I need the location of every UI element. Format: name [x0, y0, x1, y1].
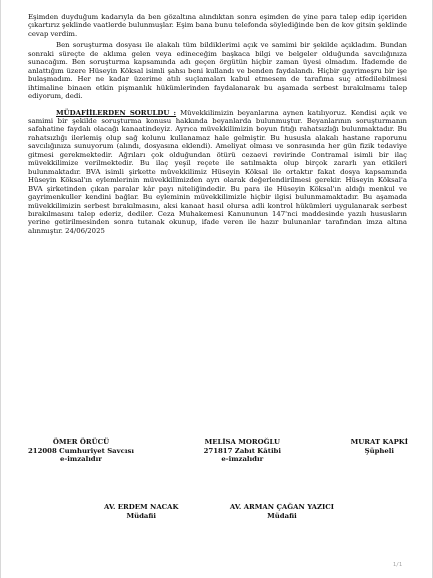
defense-paragraph	[28, 109, 407, 236]
signature-name: MELİSA MOROĞLU	[204, 438, 280, 446]
signature-suspect	[351, 438, 408, 464]
signature-name: MURAT KAPKİ	[350, 438, 408, 446]
signature-note: e-imzalıdır	[60, 455, 102, 464]
signature-lawyer-2	[230, 503, 334, 520]
signature-title: Şüpheli	[364, 446, 395, 455]
signature-name: AV. ERDEM NACAK	[104, 503, 179, 511]
signature-name: AV. ARMAN ÇAĞAN YAZICI	[229, 503, 334, 511]
signature-note: e-imzalıdır	[221, 455, 264, 464]
statement-paragraph-2: Ben soruşturma dosyası ile alakalı tüm bildiklerimi açık ve samimi bir şekilde açıkladım. Bundan sonraki süreçte de aklıma gelen veya edineceğim başkaca bilgi ve belgeler olduğunda savcılığınıza sunacağım. Ben soruşturma kapsamında adı geçen örgütün hiçbir zaman üyesi olmadım. İfademde de anlattığım üzere Hüseyin Köksal isimli şahsı beni kullandı ve benden faydalandı. Hiçbir gayrimeşru bir işe bulaşmadım. Her ne kadar üzerime atılı suçlamaları kabul etmesem de tarafıma suç atfedilebilmesi ihtimaline binaen etkin pişmanlık hükümlerinden faydalanarak bu aşamada serbest bırakılmamı talep ediyorum, dedi.	[28, 41, 407, 101]
signature-title: Müdafii	[126, 511, 157, 520]
signature-title: 212008 Cumhuriyet Savcısı	[28, 446, 134, 455]
defense-heading: MÜDAFİİLERDEN SORULDU :	[56, 108, 177, 117]
statement-body	[28, 13, 407, 235]
signature-lawyer-1	[104, 503, 178, 520]
defense-text: Müvekkilimizin beyanlarına aynen katılıyoruz. Kendisi açık ve samimi bir şekilde soruşturma konusu hakkında beyanlarda bulunmuştur. Beyanlarının soruşturmanın safahatine faydalı olacağı kanaatindeyiz. Ayrıca müvekkilimizin boyun fıtığı rahatsızlığı bulunmaktadır. Bu rahatsızlığı ilerlemiş olup sağ kolunu kullanamaz hale gelmiştir. Bu hususla alakalı hastane raporunu savcılığınıza sunuyorum (alındı, dosyasına eklendi). Ameliyat olması ve sonrasında her gün fizik tedaviye gitmesi gerekmektedir. Ağrıları çok olduğundan ötürü cezaevi revirinde Contramal isimli bir ilaç müvekkilimize verilmektedir. Bu ilaç yeşil reçete ile satılmakta olup birçok zararlı yan etkileri bulunmaktadır. BVA isimli şirkette müvekkilimiz Hüseyin Köksal ile ortaktır fakat dosya kapsamında Hüseyin Köksal'ın eylemlerinin müvekkilimizden ayrı olarak değerlendirilmesi gerekir. Hüseyin Köksal'a BVA şirketinden çıkan paralar kâr payı niteliğindedir. Bu para ile Hüseyin Köksal'ın aldığı menkul ve gayrimenkuller kendini bağlar. Bu eyleminin müvekkilimizle hiçbir ilgisi bulunmamaktadır. Bu aşamada müvekkilimizin serbest bırakılmasını, aksi kanaat hasıl olursa adli kontrol hükümleri uygulanarak serbest bırakılmasını talep ederiz, dediler. Ceza Muhakemesi Kanununun 147'nci maddesinde yazılı hususların yerine getirilmesinden sonra tutanak okunup, ifade veren ile hazır bulunanlar tarafından imza altına alınmıştır. 24/06/2025	[28, 108, 407, 235]
signature-clerk	[204, 438, 281, 464]
signature-title: 271817 Zabıt Kâtibi	[203, 446, 281, 455]
statement-paragraph-1: Eşimden duyduğum kadarıyla da ben gözaltına alındıktan sonra eşimden de yine para talep edip içeriden çıkartırız şeklinde vaatlerde bulunmuşlar. Eşim bana bunu telefonda söylediğinde ben de kov gitsin şeklinde cevap verdim.	[28, 13, 407, 38]
signature-name: ÖMER ÖRÜCÜ	[52, 438, 110, 446]
page-number-mark: 1/1	[392, 562, 402, 568]
signature-row-officials	[28, 438, 408, 464]
signature-prosecutor	[28, 438, 134, 464]
signature-row-lawyers	[104, 503, 334, 520]
signature-title: Müdafii	[267, 511, 297, 520]
